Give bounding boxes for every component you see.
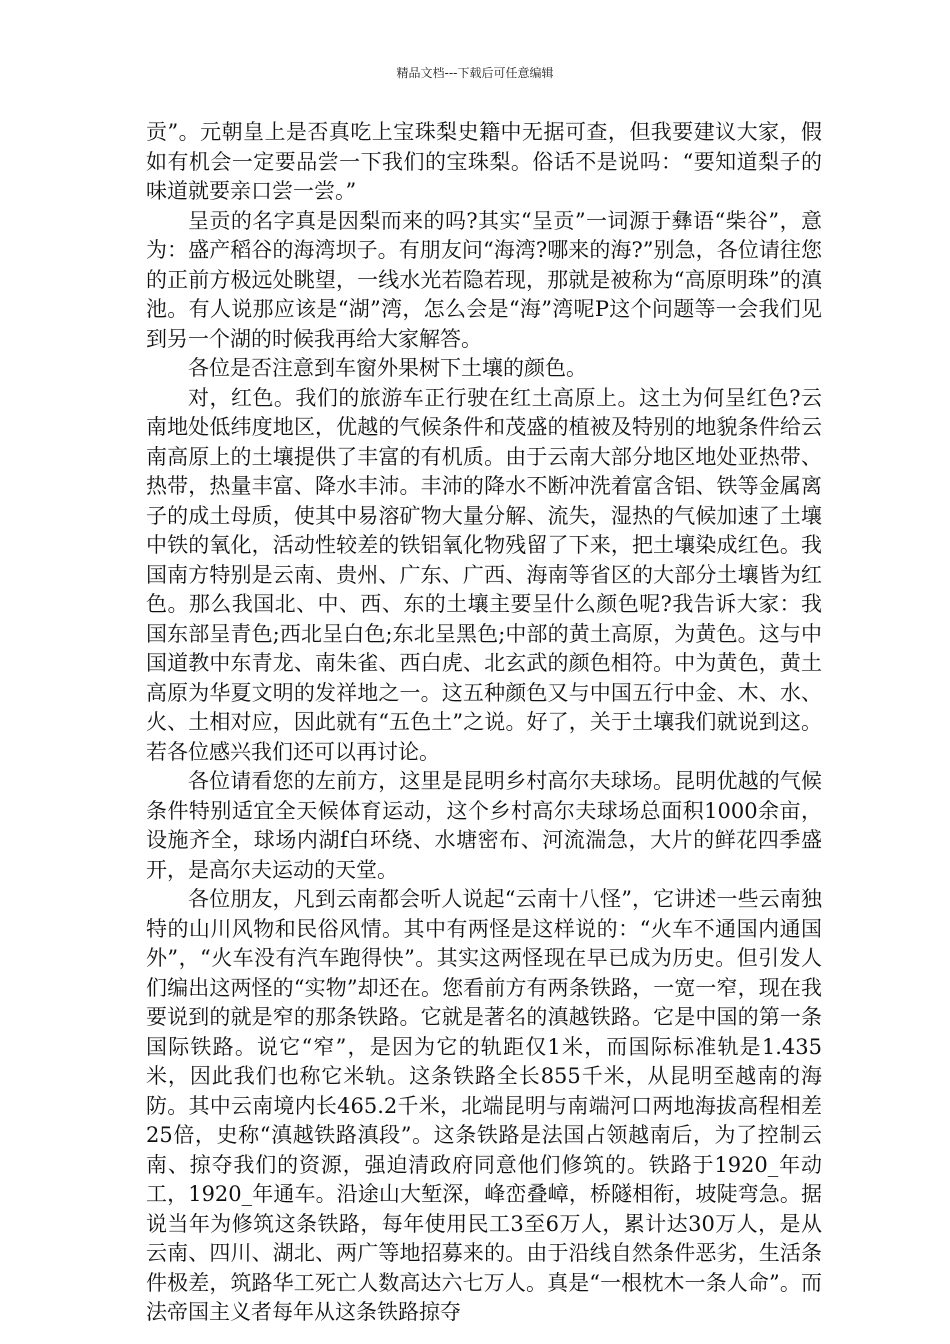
paragraph-6: 各位朋友，凡到云南都会听人说起“云南十八怪”，它讲述一些云南独特的山川风物和民俗风情。其中有两怪是这样说的：“火车不通国内通国外”，“火车没有汽车跑得快”。其实这两怪现在早已成为历史。但引发人们编出这两怪的“实物”却还在。您看前方有两条铁路，一宽一窄，现在我要说到的就是窄的那条铁路。它就是著名的滇越铁路。它是中国的第一条国际铁路。说它“窄”，是因为它的轨距仅1米，而国际标准轨是1.435米，因此我们也称它米轨。这条铁路全长855千米，从昆明至越南的海防。其中云南境内长465.2千米，北端昆明与南端河口两地海拔高程相差25倍，史称“滇越铁路滇段”。这条铁路是法国占领越南后，为了控制云南、掠夺我们的资源，强迫清政府同意他们修筑的。铁路于1920_年动工，1920_年通车。沿途山大堑深，峰峦叠嶂，桥隧相衔，坡陡弯急。据说当年为修筑这条铁路，每年使用民工3至6万人，累计达30万人，是从云南、四川、湖北、两广等地招募来的。由于沿线自然条件恶劣，生活条件极差，筑路华工死亡人数高达六七万人。真是“一根枕木一条人命”。而法帝国主义者每年从这条铁路掠夺 <box>146 887 822 1324</box>
paragraph-2: 呈贡的名字真是因梨而来的吗?其实“呈贡”一词源于彝语“柴谷”，意为：盛产稻谷的海湾坝子。有朋友问“海湾?哪来的海?”别急，各位请往您的正前方极远处眺望，一线水光若隐若现，那就是被称为“高原明珠”的滇池。有人说那应该是“湖”湾，怎么会是“海”湾呢P这个问题等一会我们见到另一个湖的时候我再给大家解答。 <box>146 208 822 351</box>
page-header: 精品文档---下载后可任意编辑 <box>396 66 554 80</box>
paragraph-5: 各位请看您的左前方，这里是昆明乡村高尔夫球场。昆明优越的气候条件特别适宜全天候体育运动，这个乡村高尔夫球场总面积1000余亩，设施齐全，球场内湖f白环绕、水塘密布、河流湍急，大片的鲜花四季盛开，是高尔夫运动的天堂。 <box>146 769 822 882</box>
paragraph-3: 各位是否注意到车窗外果树下土壤的颜色。 <box>188 356 587 380</box>
paragraph-4: 对，红色。我们的旅游车正行驶在红土高原上。这土为何呈红色?云南地处低纬度地区，优越的气候条件和茂盛的植被及特别的地貌条件给云南高原上的土壤提供了丰富的有机质。由于云南大部分地区地处亚热带、热带，热量丰富、降水丰沛。丰沛的降水不断冲洗着富含铝、铁等金属离子的成土母质，使其中易溶矿物大量分解、流失，湿热的气候加速了土壤中铁的氧化，活动性较差的铁铝氧化物残留了下来，把土壤染成红色。我国南方特别是云南、贵州、广东、广西、海南等省区的大部分土壤皆为红色。那么我国北、中、西、东的土壤主要呈什么颜色呢?我告诉大家：我国东部呈青色;西北呈白色;东北呈黑色;中部的黄土高原，为黄色。这与中国道教中东青龙、南朱雀、西白虎、北玄武的颜色相符。中为黄色，黄土高原为华夏文明的发祥地之一。这五种颜色又与中国五行中金、木、水、火、土相对应，因此就有“五色土”之说。好了，关于土壤我们就说到这。若各位感兴我们还可以再讨论。 <box>146 385 822 764</box>
document-body <box>146 118 822 1328</box>
paragraph-1: 贡”。元朝皇上是否真吃上宝珠梨史籍中无据可查，但我要建议大家，假如有机会一定要品尝一下我们的宝珠梨。俗话不是说吗：“要知道梨子的味道就要亲口尝一尝。” <box>146 120 822 203</box>
